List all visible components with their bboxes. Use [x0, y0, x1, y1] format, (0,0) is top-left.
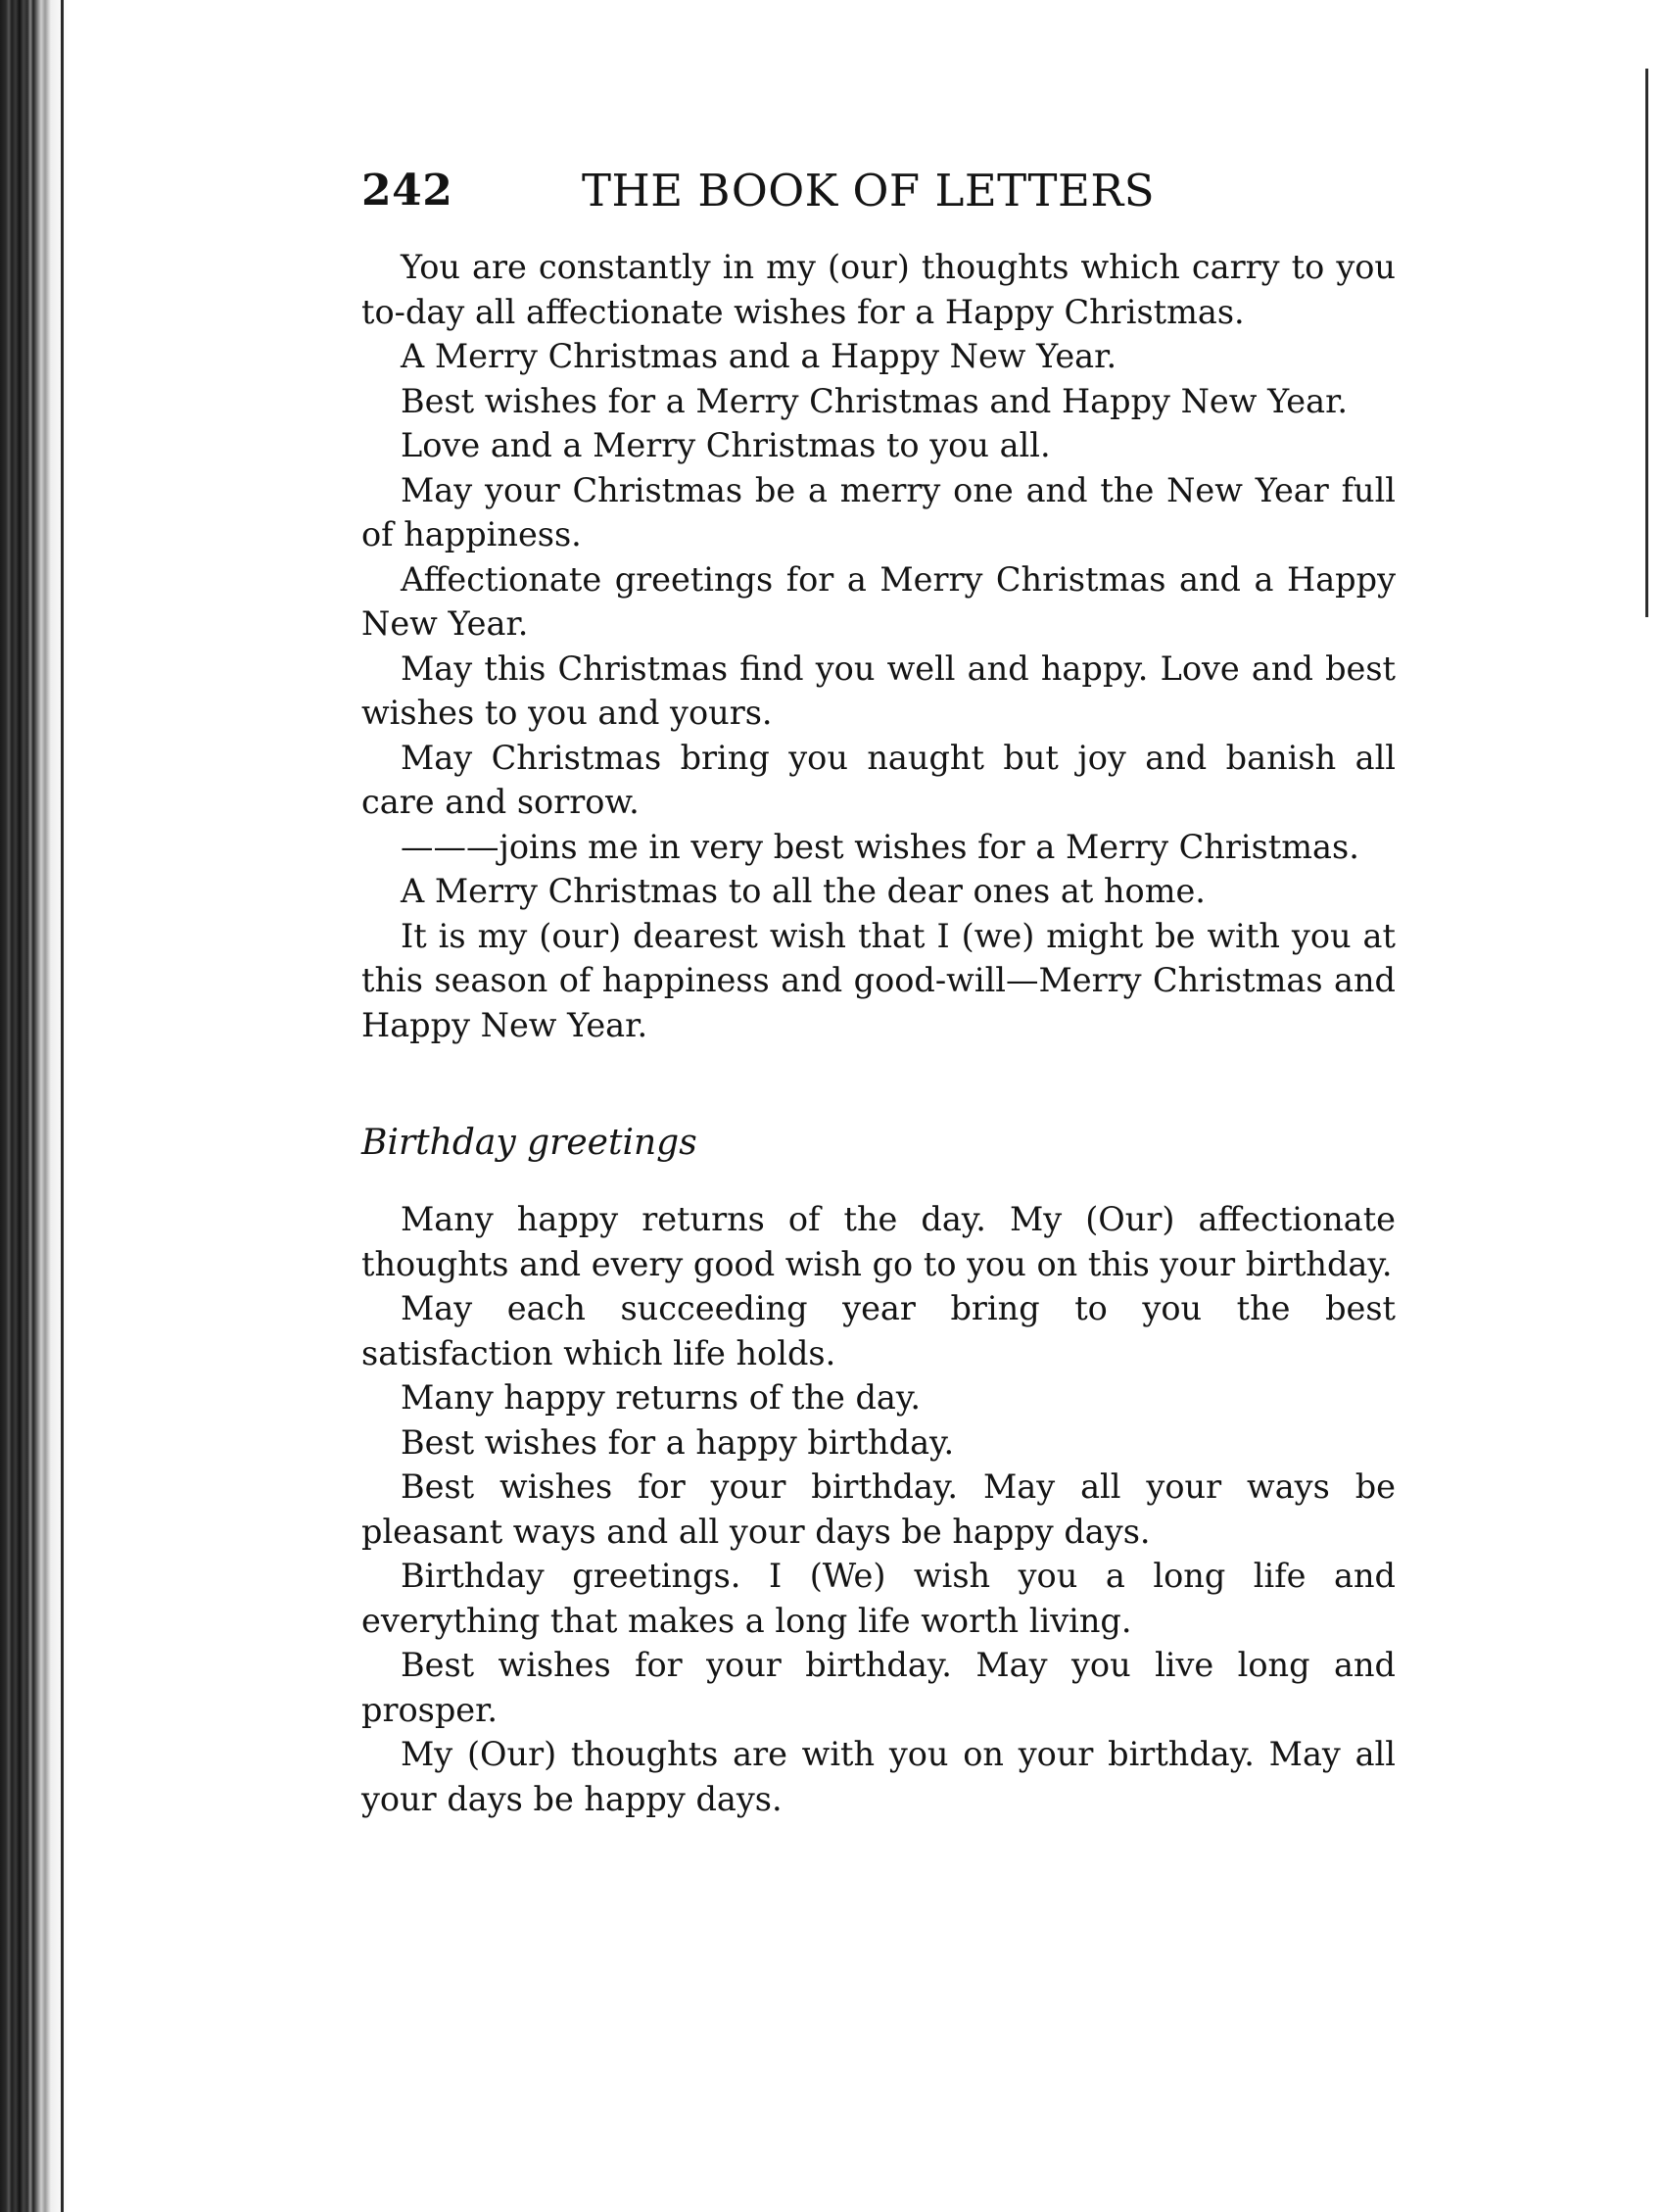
- paragraph: You are constantly in my (our) thoughts which carry to you to-day all affectionate wishes for a Happy Christmas.: [361, 248, 1396, 331]
- paragraph: Many happy returns of the day. My (Our) affectionate thoughts and every good wish go to you on this your birthday.: [361, 1200, 1396, 1283]
- paragraph: Best wishes for your birthday. May all your ways be pleasant ways and all your days be happy days.: [361, 1467, 1396, 1551]
- paragraph: Best wishes for a happy birthday.: [401, 1422, 955, 1462]
- paragraph: Affectionate greetings for a Merry Christmas and a Happy New Year.: [361, 559, 1396, 643]
- paragraph: May your Christmas be a merry one and the New Year full of happiness.: [361, 470, 1396, 553]
- paragraph: Many happy returns of the day.: [401, 1378, 922, 1417]
- page-number: 242: [361, 166, 453, 216]
- christmas-greetings-list: [361, 245, 1396, 1047]
- paragraph: May this Christmas find you well and happy. Love and best wishes to you and yours.: [361, 649, 1396, 732]
- running-title: THE BOOK OF LETTERS: [582, 165, 1156, 216]
- paragraph: My (Our) thoughts are with you on your birthday. May all your days be happy days.: [361, 1735, 1396, 1818]
- paragraph: A Merry Christmas to all the dear ones at home.: [401, 872, 1206, 910]
- page-header: [361, 162, 1390, 220]
- section-heading: Birthday greetings: [361, 1123, 697, 1163]
- paragraph: May each succeeding year bring to you the best satisfaction which life holds.: [361, 1289, 1396, 1372]
- binding-line: [61, 0, 64, 2212]
- birthday-greetings-list: [361, 1197, 1396, 1821]
- paragraph: A Merry Christmas and a Happy New Year.: [401, 337, 1117, 375]
- paragraph: May Christmas bring you naught but joy and banish all care and sorrow.: [361, 738, 1396, 821]
- paragraph: Love and a Merry Christmas to you all.: [401, 426, 1051, 464]
- right-page-edge: [1645, 69, 1648, 617]
- paragraph: Best wishes for your birthday. May you live long and prosper.: [361, 1646, 1396, 1729]
- paragraph: ———joins me in very best wishes for a Merry Christmas.: [401, 827, 1359, 866]
- paragraph: It is my (our) dearest wish that I (we) might be with you at this season of happiness and good-will—Merry Christmas and Happy New Year.: [361, 916, 1396, 1044]
- binding-edge: [0, 0, 69, 2212]
- paragraph: Birthday greetings. I (We) wish you a long life and everything that makes a long life worth living.: [361, 1557, 1396, 1640]
- paragraph: Best wishes for a Merry Christmas and Happy New Year.: [401, 381, 1349, 420]
